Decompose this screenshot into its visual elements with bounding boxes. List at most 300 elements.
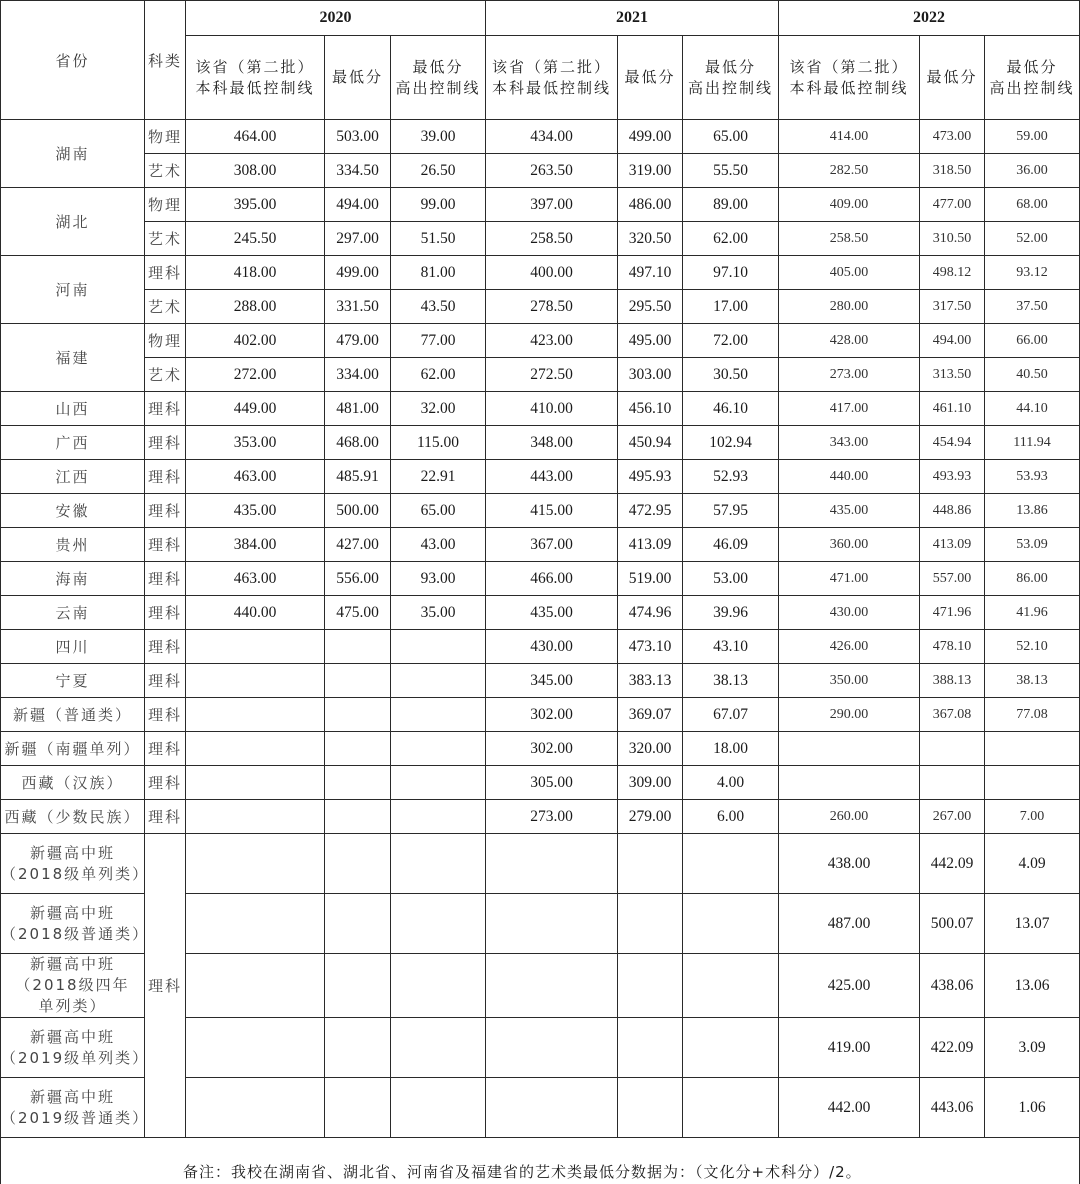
header-year-2020: 2020 xyxy=(186,1,486,36)
above-line-cell: 53.09 xyxy=(985,528,1080,562)
min-score-cell: 472.95 xyxy=(618,494,683,528)
control-line-cell: 449.00 xyxy=(186,392,325,426)
min-score-cell: 318.50 xyxy=(920,154,985,188)
table-row xyxy=(1,630,1080,664)
above-line-cell: 93.12 xyxy=(985,256,1080,290)
control-line-cell: 343.00 xyxy=(779,426,920,460)
control-line-cell: 305.00 xyxy=(486,766,618,800)
control-line-cell: 360.00 xyxy=(779,528,920,562)
control-line-cell: 443.00 xyxy=(486,460,618,494)
header-above-line: 最低分 高出控制线 xyxy=(985,36,1080,120)
min-score-cell xyxy=(325,630,391,664)
control-line-cell: 350.00 xyxy=(779,664,920,698)
min-score-cell: 473.10 xyxy=(618,630,683,664)
header-above-line: 最低分 高出控制线 xyxy=(391,36,486,120)
min-score-cell: 320.00 xyxy=(618,732,683,766)
control-line-cell: 417.00 xyxy=(779,392,920,426)
above-line-cell: 68.00 xyxy=(985,188,1080,222)
empty-cell xyxy=(618,834,683,894)
min-score-cell: 486.00 xyxy=(618,188,683,222)
min-score-cell: 317.50 xyxy=(920,290,985,324)
above-line-cell xyxy=(985,766,1080,800)
above-line-cell: 53.00 xyxy=(683,562,779,596)
above-line-cell: 65.00 xyxy=(391,494,486,528)
empty-cell xyxy=(683,954,779,1018)
min-score-cell: 497.10 xyxy=(618,256,683,290)
province-cell: 四川 xyxy=(1,630,145,664)
above-line-cell: 38.13 xyxy=(683,664,779,698)
table-row xyxy=(1,528,1080,562)
min-score-cell: 319.00 xyxy=(618,154,683,188)
empty-cell xyxy=(186,894,325,954)
above-line-cell: 52.00 xyxy=(985,222,1080,256)
empty-cell xyxy=(325,894,391,954)
control-line-cell: 435.00 xyxy=(186,494,325,528)
min-score-cell: 320.50 xyxy=(618,222,683,256)
header-control-line: 该省（第二批） 本科最低控制线 xyxy=(779,36,920,120)
table-row xyxy=(1,698,1080,732)
above-line-cell: 26.50 xyxy=(391,154,486,188)
table-row xyxy=(1,800,1080,834)
min-score-cell: 500.07 xyxy=(920,894,985,954)
min-score-cell: 309.00 xyxy=(618,766,683,800)
table-row xyxy=(1,188,1080,222)
above-line-cell: 89.00 xyxy=(683,188,779,222)
header-year-2021: 2021 xyxy=(486,1,779,36)
control-line-cell: 435.00 xyxy=(486,596,618,630)
subject-cell: 理科 xyxy=(145,562,186,596)
table-row xyxy=(1,834,1080,894)
min-score-cell xyxy=(325,732,391,766)
above-line-cell: 30.50 xyxy=(683,358,779,392)
above-line-cell: 77.00 xyxy=(391,324,486,358)
above-line-cell: 40.50 xyxy=(985,358,1080,392)
min-score-cell: 313.50 xyxy=(920,358,985,392)
empty-cell xyxy=(391,834,486,894)
control-line-cell: 308.00 xyxy=(186,154,325,188)
subject-cell: 物理 xyxy=(145,324,186,358)
control-line-cell: 410.00 xyxy=(486,392,618,426)
header-min-score: 最低分 xyxy=(618,36,683,120)
province-cell: 河南 xyxy=(1,256,145,324)
province-cell: 福建 xyxy=(1,324,145,392)
min-score-cell: 454.94 xyxy=(920,426,985,460)
min-score-cell: 500.00 xyxy=(325,494,391,528)
control-line-cell xyxy=(186,800,325,834)
empty-cell xyxy=(325,954,391,1018)
province-cell: 山西 xyxy=(1,392,145,426)
min-score-cell: 310.50 xyxy=(920,222,985,256)
min-score-cell: 468.00 xyxy=(325,426,391,460)
province-cell: 江西 xyxy=(1,460,145,494)
above-line-cell: 65.00 xyxy=(683,120,779,154)
control-line-cell: 395.00 xyxy=(186,188,325,222)
province-cell: 安徽 xyxy=(1,494,145,528)
above-line-cell: 55.50 xyxy=(683,154,779,188)
control-line-cell xyxy=(186,732,325,766)
control-line-cell: 280.00 xyxy=(779,290,920,324)
control-line-cell xyxy=(186,766,325,800)
province-cell: 广西 xyxy=(1,426,145,460)
header-min-score: 最低分 xyxy=(920,36,985,120)
control-line-cell: 415.00 xyxy=(486,494,618,528)
min-score-cell: 493.93 xyxy=(920,460,985,494)
above-line-cell: 66.00 xyxy=(985,324,1080,358)
min-score-cell: 499.00 xyxy=(325,256,391,290)
control-line-cell xyxy=(186,630,325,664)
control-line-cell: 345.00 xyxy=(486,664,618,698)
above-line-cell: 115.00 xyxy=(391,426,486,460)
min-score-cell: 495.00 xyxy=(618,324,683,358)
table-row xyxy=(1,392,1080,426)
above-line-cell: 51.50 xyxy=(391,222,486,256)
min-score-cell xyxy=(920,732,985,766)
header-subject: 科类 xyxy=(145,1,186,120)
above-line-cell: 37.50 xyxy=(985,290,1080,324)
table-row xyxy=(1,358,1080,392)
control-line-cell: 260.00 xyxy=(779,800,920,834)
min-score-cell xyxy=(325,800,391,834)
control-line-cell: 397.00 xyxy=(486,188,618,222)
above-line-cell: 102.94 xyxy=(683,426,779,460)
above-line-cell: 99.00 xyxy=(391,188,486,222)
control-line-cell: 405.00 xyxy=(779,256,920,290)
control-line-cell: 426.00 xyxy=(779,630,920,664)
above-line-cell: 13.07 xyxy=(985,894,1080,954)
above-line-cell xyxy=(391,630,486,664)
above-line-cell: 46.10 xyxy=(683,392,779,426)
province-cell: 新疆（南疆单列） xyxy=(1,732,145,766)
subject-cell: 理科 xyxy=(145,460,186,494)
control-line-cell: 272.00 xyxy=(186,358,325,392)
xinjiang-class-body xyxy=(1,834,1080,1138)
above-line-cell xyxy=(391,732,486,766)
subject-cell: 理科 xyxy=(145,528,186,562)
control-line-cell: 442.00 xyxy=(779,1078,920,1138)
control-line-cell: 471.00 xyxy=(779,562,920,596)
min-score-cell: 297.00 xyxy=(325,222,391,256)
min-score-cell: 503.00 xyxy=(325,120,391,154)
table-row xyxy=(1,596,1080,630)
empty-cell xyxy=(486,954,618,1018)
min-score-cell xyxy=(920,766,985,800)
above-line-cell: 41.96 xyxy=(985,596,1080,630)
header-min-score: 最低分 xyxy=(325,36,391,120)
province-cell: 云南 xyxy=(1,596,145,630)
min-score-cell: 456.10 xyxy=(618,392,683,426)
table-row xyxy=(1,154,1080,188)
province-cell: 新疆高中班 （2018级单列类） xyxy=(1,834,145,894)
table-row xyxy=(1,324,1080,358)
min-score-cell xyxy=(325,664,391,698)
empty-cell xyxy=(391,894,486,954)
above-line-cell xyxy=(391,766,486,800)
above-line-cell: 39.00 xyxy=(391,120,486,154)
above-line-cell: 43.50 xyxy=(391,290,486,324)
min-score-cell: 485.91 xyxy=(325,460,391,494)
control-line-cell: 440.00 xyxy=(186,596,325,630)
control-line-cell: 282.50 xyxy=(779,154,920,188)
min-score-cell xyxy=(325,766,391,800)
control-line-cell: 258.50 xyxy=(779,222,920,256)
above-line-cell: 97.10 xyxy=(683,256,779,290)
above-line-cell: 57.95 xyxy=(683,494,779,528)
empty-cell xyxy=(683,1018,779,1078)
table-row xyxy=(1,426,1080,460)
above-line-cell: 1.06 xyxy=(985,1078,1080,1138)
subject-cell: 理科 xyxy=(145,392,186,426)
table-row xyxy=(1,766,1080,800)
min-score-cell: 557.00 xyxy=(920,562,985,596)
above-line-cell: 17.00 xyxy=(683,290,779,324)
above-line-cell: 59.00 xyxy=(985,120,1080,154)
control-line-cell: 245.50 xyxy=(186,222,325,256)
empty-cell xyxy=(186,954,325,1018)
min-score-cell: 519.00 xyxy=(618,562,683,596)
subject-cell: 理科 xyxy=(145,698,186,732)
above-line-cell xyxy=(391,664,486,698)
min-score-cell: 473.00 xyxy=(920,120,985,154)
control-line-cell: 353.00 xyxy=(186,426,325,460)
min-score-cell: 334.50 xyxy=(325,154,391,188)
province-cell: 新疆高中班 （2018级普通类） xyxy=(1,894,145,954)
empty-cell xyxy=(486,834,618,894)
control-line-cell: 435.00 xyxy=(779,494,920,528)
subject-cell: 物理 xyxy=(145,188,186,222)
subject-cell: 物理 xyxy=(145,120,186,154)
control-line-cell: 430.00 xyxy=(486,630,618,664)
above-line-cell: 72.00 xyxy=(683,324,779,358)
table-row xyxy=(1,460,1080,494)
empty-cell xyxy=(325,834,391,894)
min-score-cell: 494.00 xyxy=(920,324,985,358)
above-line-cell xyxy=(391,800,486,834)
empty-cell xyxy=(486,1018,618,1078)
min-score-cell: 279.00 xyxy=(618,800,683,834)
province-cell: 新疆（普通类） xyxy=(1,698,145,732)
control-line-cell: 273.00 xyxy=(779,358,920,392)
above-line-cell xyxy=(391,698,486,732)
control-line-cell xyxy=(779,732,920,766)
subject-cell: 理科 xyxy=(145,732,186,766)
empty-cell xyxy=(325,1078,391,1138)
min-score-cell xyxy=(325,698,391,732)
control-line-cell: 290.00 xyxy=(779,698,920,732)
min-score-cell: 413.09 xyxy=(920,528,985,562)
above-line-cell: 18.00 xyxy=(683,732,779,766)
control-line-cell: 414.00 xyxy=(779,120,920,154)
empty-cell xyxy=(618,1018,683,1078)
empty-cell xyxy=(683,834,779,894)
control-line-cell: 400.00 xyxy=(486,256,618,290)
above-line-cell: 35.00 xyxy=(391,596,486,630)
subject-cell: 理科 xyxy=(145,630,186,664)
empty-cell xyxy=(186,834,325,894)
above-line-cell: 32.00 xyxy=(391,392,486,426)
min-score-cell: 499.00 xyxy=(618,120,683,154)
subject-cell: 艺术 xyxy=(145,290,186,324)
above-line-cell: 22.91 xyxy=(391,460,486,494)
min-score-cell: 367.08 xyxy=(920,698,985,732)
min-score-cell: 443.06 xyxy=(920,1078,985,1138)
min-score-cell: 267.00 xyxy=(920,800,985,834)
above-line-cell: 39.96 xyxy=(683,596,779,630)
control-line-cell: 272.50 xyxy=(486,358,618,392)
empty-cell xyxy=(618,894,683,954)
min-score-cell: 303.00 xyxy=(618,358,683,392)
min-score-cell: 450.94 xyxy=(618,426,683,460)
table-row xyxy=(1,732,1080,766)
min-score-cell: 494.00 xyxy=(325,188,391,222)
subject-cell: 理科 xyxy=(145,426,186,460)
subject-cell: 理科 xyxy=(145,834,186,1138)
above-line-cell: 4.09 xyxy=(985,834,1080,894)
control-line-cell: 428.00 xyxy=(779,324,920,358)
header-year-2022: 2022 xyxy=(779,1,1080,36)
above-line-cell: 36.00 xyxy=(985,154,1080,188)
min-score-cell: 388.13 xyxy=(920,664,985,698)
above-line-cell: 43.10 xyxy=(683,630,779,664)
above-line-cell: 43.00 xyxy=(391,528,486,562)
min-score-cell: 331.50 xyxy=(325,290,391,324)
header-control-line: 该省（第二批） 本科最低控制线 xyxy=(486,36,618,120)
province-cell: 贵州 xyxy=(1,528,145,562)
above-line-cell: 6.00 xyxy=(683,800,779,834)
province-cell: 西藏（少数民族） xyxy=(1,800,145,834)
table-row xyxy=(1,494,1080,528)
min-score-cell: 475.00 xyxy=(325,596,391,630)
control-line-cell xyxy=(186,698,325,732)
empty-cell xyxy=(683,894,779,954)
header-province: 省份 xyxy=(1,1,145,120)
above-line-cell: 93.00 xyxy=(391,562,486,596)
province-cell: 海南 xyxy=(1,562,145,596)
control-line-cell: 302.00 xyxy=(486,732,618,766)
above-line-cell: 7.00 xyxy=(985,800,1080,834)
control-line-cell: 384.00 xyxy=(186,528,325,562)
min-score-cell: 474.96 xyxy=(618,596,683,630)
control-line-cell: 418.00 xyxy=(186,256,325,290)
province-cell: 宁夏 xyxy=(1,664,145,698)
above-line-cell: 52.93 xyxy=(683,460,779,494)
above-line-cell: 62.00 xyxy=(391,358,486,392)
min-score-cell: 427.00 xyxy=(325,528,391,562)
table-body xyxy=(1,120,1080,834)
subject-cell: 艺术 xyxy=(145,222,186,256)
control-line-cell: 278.50 xyxy=(486,290,618,324)
above-line-cell: 13.86 xyxy=(985,494,1080,528)
above-line-cell: 4.00 xyxy=(683,766,779,800)
above-line-cell: 77.08 xyxy=(985,698,1080,732)
subject-cell: 理科 xyxy=(145,766,186,800)
above-line-cell: 46.09 xyxy=(683,528,779,562)
empty-cell xyxy=(618,1078,683,1138)
control-line-cell: 463.00 xyxy=(186,460,325,494)
table-row xyxy=(1,562,1080,596)
subject-cell: 理科 xyxy=(145,800,186,834)
min-score-cell: 461.10 xyxy=(920,392,985,426)
province-cell: 湖南 xyxy=(1,120,145,188)
min-score-cell: 495.93 xyxy=(618,460,683,494)
empty-cell xyxy=(683,1078,779,1138)
control-line-cell: 302.00 xyxy=(486,698,618,732)
above-line-cell: 38.13 xyxy=(985,664,1080,698)
empty-cell xyxy=(325,1018,391,1078)
above-line-cell: 81.00 xyxy=(391,256,486,290)
min-score-cell: 478.10 xyxy=(920,630,985,664)
control-line-cell: 402.00 xyxy=(186,324,325,358)
above-line-cell xyxy=(985,732,1080,766)
subject-cell: 理科 xyxy=(145,256,186,290)
min-score-cell: 479.00 xyxy=(325,324,391,358)
control-line-cell: 258.50 xyxy=(486,222,618,256)
control-line-cell: 288.00 xyxy=(186,290,325,324)
subject-cell: 理科 xyxy=(145,596,186,630)
min-score-cell: 369.07 xyxy=(618,698,683,732)
min-score-cell: 383.13 xyxy=(618,664,683,698)
empty-cell xyxy=(618,954,683,1018)
footnote: 备注：我校在湖南省、湖北省、河南省及福建省的艺术类最低分数据为：（文化分+术科分）/2。 xyxy=(1,1138,1080,1184)
min-score-cell: 481.00 xyxy=(325,392,391,426)
min-score-cell: 442.09 xyxy=(920,834,985,894)
control-line-cell: 440.00 xyxy=(779,460,920,494)
control-line-cell: 367.00 xyxy=(486,528,618,562)
subject-cell: 艺术 xyxy=(145,154,186,188)
above-line-cell: 44.10 xyxy=(985,392,1080,426)
above-line-cell: 67.07 xyxy=(683,698,779,732)
table-row xyxy=(1,664,1080,698)
control-line-cell xyxy=(779,766,920,800)
subject-cell: 理科 xyxy=(145,664,186,698)
subject-cell: 理科 xyxy=(145,494,186,528)
empty-cell xyxy=(486,1078,618,1138)
control-line-cell: 263.50 xyxy=(486,154,618,188)
table-row xyxy=(1,256,1080,290)
control-line-cell: 419.00 xyxy=(779,1018,920,1078)
empty-cell xyxy=(486,894,618,954)
subject-cell: 艺术 xyxy=(145,358,186,392)
control-line-cell: 430.00 xyxy=(779,596,920,630)
province-cell: 湖北 xyxy=(1,188,145,256)
control-line-cell: 487.00 xyxy=(779,894,920,954)
province-cell: 新疆高中班 （2019级普通类） xyxy=(1,1078,145,1138)
min-score-cell: 471.96 xyxy=(920,596,985,630)
header-control-line: 该省（第二批） 本科最低控制线 xyxy=(186,36,325,120)
above-line-cell: 86.00 xyxy=(985,562,1080,596)
header-above-line: 最低分 高出控制线 xyxy=(683,36,779,120)
control-line-cell: 348.00 xyxy=(486,426,618,460)
empty-cell xyxy=(391,954,486,1018)
control-line-cell: 464.00 xyxy=(186,120,325,154)
empty-cell xyxy=(186,1018,325,1078)
above-line-cell: 52.10 xyxy=(985,630,1080,664)
min-score-cell: 477.00 xyxy=(920,188,985,222)
min-score-cell: 422.09 xyxy=(920,1018,985,1078)
control-line-cell: 466.00 xyxy=(486,562,618,596)
empty-cell xyxy=(391,1078,486,1138)
above-line-cell: 13.06 xyxy=(985,954,1080,1018)
min-score-cell: 413.09 xyxy=(618,528,683,562)
control-line-cell xyxy=(186,664,325,698)
min-score-cell: 556.00 xyxy=(325,562,391,596)
control-line-cell: 438.00 xyxy=(779,834,920,894)
control-line-cell: 425.00 xyxy=(779,954,920,1018)
control-line-cell: 463.00 xyxy=(186,562,325,596)
above-line-cell: 62.00 xyxy=(683,222,779,256)
control-line-cell: 273.00 xyxy=(486,800,618,834)
province-cell: 新疆高中班 （2018级四年 单列类） xyxy=(1,954,145,1018)
control-line-cell: 423.00 xyxy=(486,324,618,358)
